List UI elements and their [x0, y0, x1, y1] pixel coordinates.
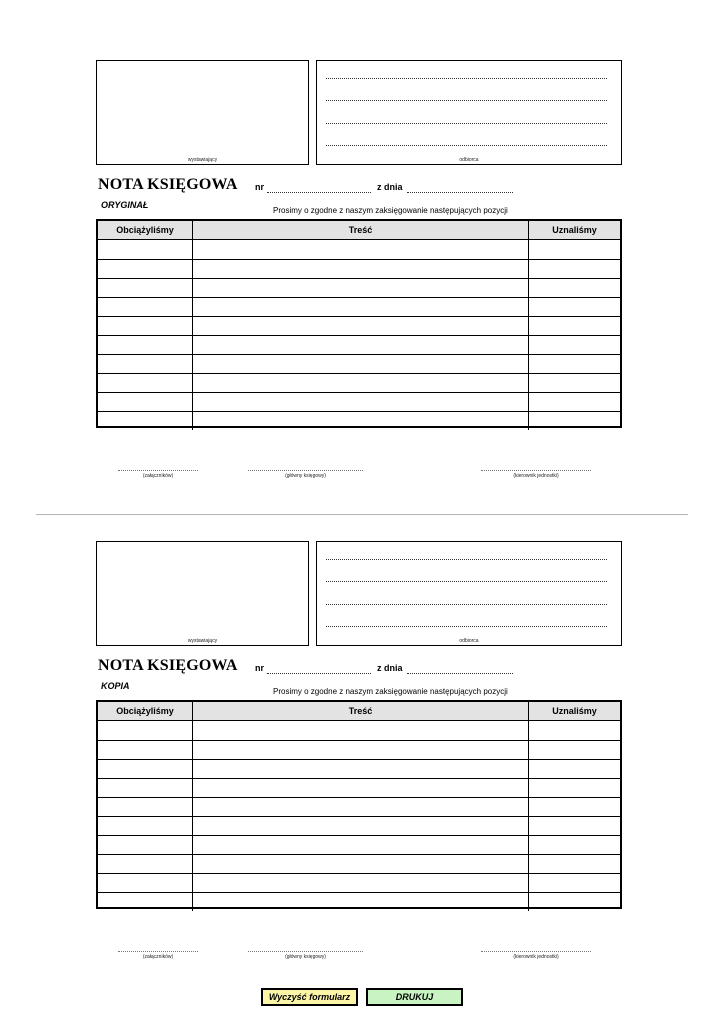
table-row — [98, 392, 620, 411]
content-cell[interactable] — [193, 893, 529, 911]
table-row — [98, 835, 620, 854]
credited-cell[interactable] — [529, 893, 620, 911]
content-cell[interactable] — [193, 741, 529, 759]
table-row — [98, 778, 620, 797]
debited-cell[interactable] — [98, 836, 193, 854]
credited-cell[interactable] — [529, 721, 620, 740]
date-label: z dnia — [377, 182, 403, 192]
note-section — [0, 0, 724, 480]
column-header-content: Treść — [193, 702, 529, 720]
note-title: NOTA KSIĘGOWA — [98, 657, 238, 674]
table-row — [98, 259, 620, 278]
number-label: nr — [255, 182, 264, 192]
credited-cell[interactable] — [529, 760, 620, 778]
signature-label: (główny księgowy) — [285, 473, 326, 479]
number-field[interactable] — [267, 665, 371, 674]
credited-cell[interactable] — [529, 393, 620, 411]
signature-label: (kierownik jednostki) — [513, 473, 559, 479]
recipient-line[interactable] — [326, 604, 607, 605]
column-header-debited: Obciążyliśmy — [98, 702, 193, 720]
sender-caption: wystawiający — [187, 638, 218, 644]
credited-cell[interactable] — [529, 298, 620, 316]
content-cell[interactable] — [193, 336, 529, 354]
column-header-credited: Uznaliśmy — [552, 225, 597, 235]
table-body — [98, 240, 620, 430]
number-field[interactable] — [267, 184, 371, 193]
sender-box[interactable] — [96, 60, 309, 165]
content-cell[interactable] — [193, 874, 529, 892]
table-header — [98, 702, 620, 721]
sender-caption: wystawiający — [187, 157, 218, 163]
table-row — [98, 278, 620, 297]
content-cell[interactable] — [193, 721, 529, 740]
credited-cell[interactable] — [529, 279, 620, 297]
table-row — [98, 892, 620, 911]
signature-line[interactable] — [248, 949, 363, 952]
table-row — [98, 797, 620, 816]
debited-cell[interactable] — [98, 355, 193, 373]
signature-line[interactable] — [481, 468, 591, 471]
credited-cell[interactable] — [529, 798, 620, 816]
content-cell[interactable] — [193, 298, 529, 316]
debited-cell[interactable] — [98, 260, 193, 278]
recipient-box — [316, 60, 622, 165]
content-cell[interactable] — [193, 855, 529, 873]
note-title: NOTA KSIĘGOWA — [98, 176, 238, 193]
signature-chief-accountant — [248, 468, 363, 479]
content-cell[interactable] — [193, 260, 529, 278]
credited-cell[interactable] — [529, 336, 620, 354]
table-row — [98, 354, 620, 373]
number-label: nr — [255, 663, 264, 673]
debited-cell[interactable] — [98, 374, 193, 392]
recipient-caption: odbiorca — [459, 157, 479, 163]
column-header-credited: Uznaliśmy — [552, 706, 597, 716]
clear-form-button[interactable]: Wyczyść formularz — [261, 988, 358, 1006]
recipient-line[interactable] — [326, 626, 607, 627]
debited-cell[interactable] — [98, 760, 193, 778]
request-text: Prosimy o zgodne z naszym zaksięgowanie następujących pozycji — [273, 206, 508, 215]
column-header-debited: Obciążyliśmy — [98, 221, 193, 239]
debited-cell[interactable] — [98, 721, 193, 740]
sender-box[interactable] — [96, 541, 309, 646]
recipient-box — [316, 541, 622, 646]
table-row — [98, 335, 620, 354]
credited-cell[interactable] — [529, 412, 620, 430]
request-text: Prosimy o zgodne z naszym zaksięgowanie następujących pozycji — [273, 687, 508, 696]
table-row — [98, 759, 620, 778]
debited-cell[interactable] — [98, 240, 193, 259]
credited-cell[interactable] — [529, 741, 620, 759]
signature-line[interactable] — [118, 468, 198, 471]
page-separator — [36, 514, 688, 515]
date-field[interactable] — [407, 184, 513, 193]
credited-cell[interactable] — [529, 355, 620, 373]
signature-line[interactable] — [481, 949, 591, 952]
signature-line[interactable] — [118, 949, 198, 952]
copy-type-label: KOPIA — [101, 681, 130, 691]
table-row — [98, 873, 620, 892]
signature-label: (załączników) — [142, 473, 174, 479]
debited-cell[interactable] — [98, 412, 193, 430]
signature-label: (główny księgowy) — [285, 954, 326, 960]
table-row — [98, 297, 620, 316]
content-cell[interactable] — [193, 412, 529, 430]
recipient-line[interactable] — [326, 559, 607, 560]
date-label: z dnia — [377, 663, 403, 673]
signature-attachments — [118, 949, 198, 960]
debited-cell[interactable] — [98, 741, 193, 759]
table-row — [98, 316, 620, 335]
content-cell[interactable] — [193, 355, 529, 373]
debited-cell[interactable] — [98, 298, 193, 316]
credited-cell[interactable] — [529, 779, 620, 797]
credited-cell[interactable] — [529, 874, 620, 892]
table-row — [98, 854, 620, 873]
entries-table — [96, 700, 622, 909]
table-row — [98, 816, 620, 835]
content-cell[interactable] — [193, 279, 529, 297]
signature-label: (kierownik jednostki) — [513, 954, 559, 960]
recipient-line[interactable] — [326, 145, 607, 146]
recipient-line[interactable] — [326, 100, 607, 101]
entries-table — [96, 219, 622, 428]
table-row — [98, 240, 620, 259]
credited-cell[interactable] — [529, 817, 620, 835]
table-header — [98, 221, 620, 240]
signature-line[interactable] — [248, 468, 363, 471]
table-row — [98, 411, 620, 430]
copy-type-label: ORYGINAŁ — [101, 200, 149, 210]
content-cell[interactable] — [193, 760, 529, 778]
content-cell[interactable] — [193, 779, 529, 797]
debited-cell[interactable] — [98, 798, 193, 816]
credited-cell[interactable] — [529, 260, 620, 278]
table-row — [98, 373, 620, 392]
table-row — [98, 721, 620, 740]
signature-chief-accountant — [248, 949, 363, 960]
recipient-line[interactable] — [326, 123, 607, 124]
column-header-content: Treść — [193, 221, 529, 239]
signature-label: (załączników) — [142, 954, 174, 960]
content-cell[interactable] — [193, 817, 529, 835]
recipient-caption: odbiorca — [459, 638, 479, 644]
content-cell[interactable] — [193, 240, 529, 259]
table-body — [98, 721, 620, 911]
debited-cell[interactable] — [98, 893, 193, 911]
content-cell[interactable] — [193, 393, 529, 411]
debited-cell[interactable] — [98, 779, 193, 797]
debited-cell[interactable] — [98, 874, 193, 892]
debited-cell[interactable] — [98, 317, 193, 335]
recipient-line[interactable] — [326, 78, 607, 79]
debited-cell[interactable] — [98, 336, 193, 354]
content-cell[interactable] — [193, 836, 529, 854]
credited-cell[interactable] — [529, 240, 620, 259]
signature-unit-manager — [481, 949, 591, 960]
content-cell[interactable] — [193, 317, 529, 335]
credited-cell[interactable] — [529, 374, 620, 392]
debited-cell[interactable] — [98, 817, 193, 835]
credited-cell[interactable] — [529, 855, 620, 873]
note-section — [0, 481, 724, 961]
debited-cell[interactable] — [98, 393, 193, 411]
content-cell[interactable] — [193, 798, 529, 816]
recipient-line[interactable] — [326, 581, 607, 582]
table-row — [98, 740, 620, 759]
date-field[interactable] — [407, 665, 513, 674]
debited-cell[interactable] — [98, 279, 193, 297]
debited-cell[interactable] — [98, 855, 193, 873]
print-button[interactable]: DRUKUJ — [366, 988, 463, 1006]
credited-cell[interactable] — [529, 317, 620, 335]
credited-cell[interactable] — [529, 836, 620, 854]
signature-unit-manager — [481, 468, 591, 479]
content-cell[interactable] — [193, 374, 529, 392]
signature-attachments — [118, 468, 198, 479]
